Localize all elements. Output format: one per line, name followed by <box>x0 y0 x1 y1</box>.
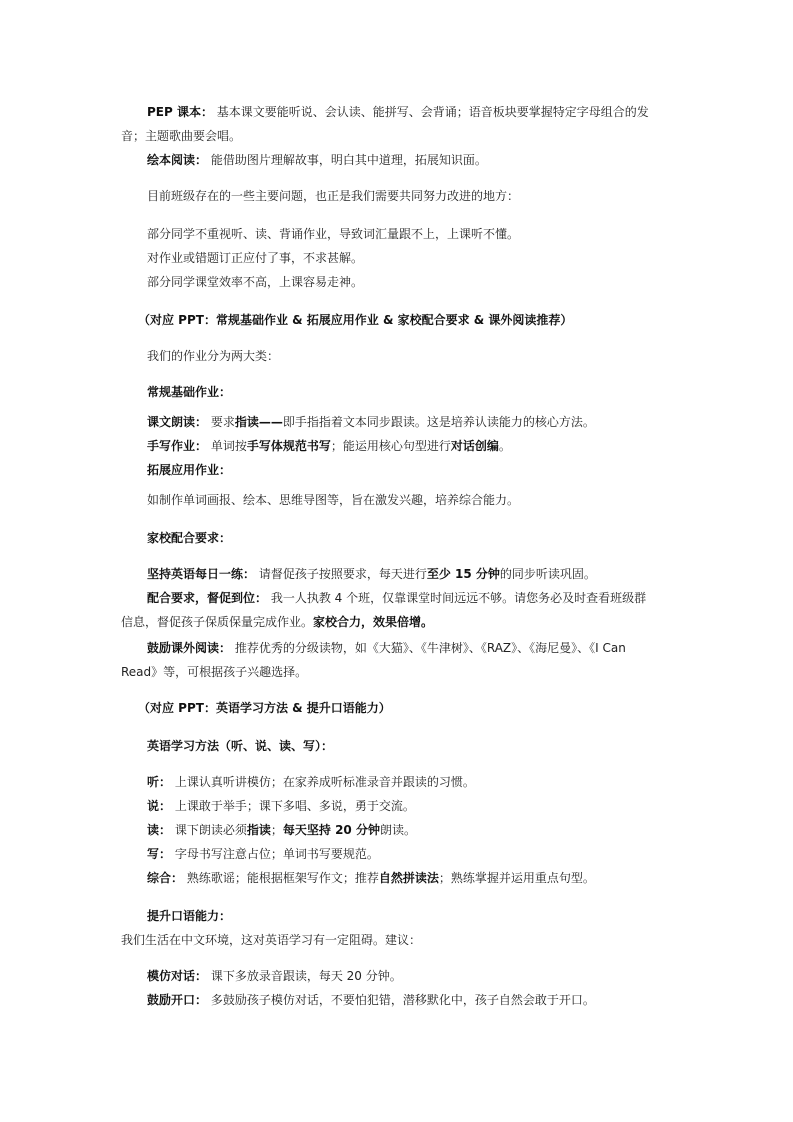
pep-text-2: 音；主题歌曲要会唱。 <box>121 129 242 143</box>
cooperation-text-2b: 家校合力，效果倍增。 <box>313 615 434 629</box>
method-read <box>147 822 416 838</box>
method-read-text-c: ； <box>270 823 283 837</box>
text-reading-text-c: 即手指指着文本同步跟读。这是培养认读能力的核心方法。 <box>282 415 595 429</box>
imitate-item <box>147 968 402 984</box>
problem-item-2: 对作业或错题订正应付了事，不求甚解。 <box>147 251 364 265</box>
cooperation-text-1: 我一人执教 4 个班，仅靠课堂时间远远不够。请您务必及时查看班级群 <box>270 591 647 605</box>
handwriting-text-d: 对话创编 <box>450 439 499 453</box>
method-read-text-b: 指读 <box>246 823 271 837</box>
imitate-text: 课下多放录音跟读，每天 20 分钟。 <box>210 969 402 983</box>
method-speak <box>147 798 415 814</box>
ppt-reference-2: （对应 PPT：英语学习方法 & 提升口语能力） <box>138 701 391 715</box>
method-write-label: 写： <box>147 847 172 861</box>
method-read-label: 读： <box>147 823 172 837</box>
cooperation-text-2a: 信息，督促孩子保质保量完成作业。 <box>121 615 314 629</box>
extra-reading-label: 鼓励课外阅读： <box>147 641 232 655</box>
cooperation-item-cont <box>121 614 433 630</box>
extra-reading-text-1: 推荐优秀的分级读物，如《大猫》、《牛津树》、《RAZ》、《海尼曼》、《I Can <box>234 641 626 655</box>
text-reading-text-b: 指读—— <box>234 415 283 429</box>
ppt-reference-1: （对应 PPT：常规基础作业 & 拓展应用作业 & 家校配合要求 & 课外阅读推荐） <box>138 313 573 327</box>
method-write <box>147 846 379 862</box>
daily-practice-item <box>147 566 596 582</box>
method-combine-text-a: 熟练歌谣；能根据框架写作文；推荐 <box>186 871 379 885</box>
problem-item-3: 部分同学课堂效率不高，上课容易走神。 <box>147 275 364 289</box>
picture-book-paragraph <box>147 152 487 168</box>
method-read-text-e: 朗读。 <box>379 823 416 837</box>
method-combine-text-c: ；熟练掌握并运用重点句型。 <box>438 871 595 885</box>
daily-practice-label: 坚持英语每日一练： <box>147 567 256 581</box>
homework-intro: 我们的作业分为两大类： <box>147 349 280 363</box>
extension-homework-title: 拓展应用作业： <box>147 463 232 477</box>
methods-title: 英语学习方法（听、说、读、写）： <box>147 739 334 753</box>
text-reading-label: 课文朗读： <box>147 415 208 429</box>
method-combine-text-b: 自然拼读法 <box>378 871 439 885</box>
handwriting-text-c: ；能运用核心句型进行 <box>330 439 451 453</box>
pep-text-1: 基本课文要能听说、会认读、能拼写、会背诵；语音板块要掌握特定字母组合的发 <box>216 105 649 119</box>
oral-intro: 我们生活在中文环境，这对英语学习有一定阻碍。建议： <box>121 933 422 947</box>
pep-paragraph <box>147 104 649 120</box>
handwriting-text-b: 手写体规范书写 <box>246 439 331 453</box>
method-speak-text: 上课敢于举手；课下多唱、多说，勇于交流。 <box>174 799 415 813</box>
handwriting-item <box>147 438 511 454</box>
method-read-text-d: 每天坚持 20 分钟 <box>282 823 380 837</box>
imitate-label: 模仿对话： <box>147 969 208 983</box>
method-listen-label: 听： <box>147 775 172 789</box>
encourage-label: 鼓励开口： <box>147 993 208 1007</box>
oral-title: 提升口语能力： <box>147 909 232 923</box>
home-school-title: 家校配合要求： <box>147 531 232 545</box>
daily-practice-text-a: 请督促孩子按照要求，每天进行 <box>258 567 427 581</box>
method-listen-text: 上课认真听讲模仿；在家养成听标准录音并跟读的习惯。 <box>174 775 475 789</box>
handwriting-label: 手写作业： <box>147 439 208 453</box>
cooperation-label: 配合要求，督促到位： <box>147 591 268 605</box>
text-reading-text-a: 要求 <box>210 415 235 429</box>
handwriting-text-a: 单词按 <box>210 439 247 453</box>
method-combine <box>147 870 595 886</box>
extra-reading-item-cont: Read》等，可根据孩子兴趣选择。 <box>121 665 308 679</box>
cooperation-item <box>147 590 646 606</box>
method-write-text: 字母书写注意占位；单词书写要规范。 <box>174 847 379 861</box>
method-combine-label: 综合： <box>147 871 184 885</box>
text-reading-item <box>147 414 595 430</box>
extension-homework-text: 如制作单词画报、绘本、思维导图等，旨在激发兴趣，培养综合能力。 <box>147 493 520 507</box>
problems-intro: 目前班级存在的一些主要问题，也正是我们需要共同努力改进的地方： <box>147 189 520 203</box>
problem-item-1: 部分同学不重视听、读、背诵作业，导致词汇量跟不上，上课听不懂。 <box>147 227 520 241</box>
picture-book-label: 绘本阅读： <box>147 153 208 167</box>
pep-label: PEP 课本： <box>147 105 213 119</box>
method-speak-label: 说： <box>147 799 172 813</box>
daily-practice-text-c: 的同步听读巩固。 <box>499 567 596 581</box>
daily-practice-text-b: 至少 15 分钟 <box>426 567 500 581</box>
extra-reading-item <box>147 640 626 656</box>
method-read-text-a: 课下朗读必须 <box>174 823 247 837</box>
picture-book-text: 能借助图片理解故事，明白其中道理，拓展知识面。 <box>210 153 487 167</box>
basic-homework-title: 常规基础作业： <box>147 385 232 399</box>
encourage-text: 多鼓励孩子模仿对话，不要怕犯错，潜移默化中，孩子自然会敢于开口。 <box>210 993 595 1007</box>
handwriting-text-e: 。 <box>498 439 511 453</box>
pep-paragraph-cont <box>121 128 241 144</box>
method-listen <box>147 774 475 790</box>
encourage-item <box>147 992 595 1008</box>
